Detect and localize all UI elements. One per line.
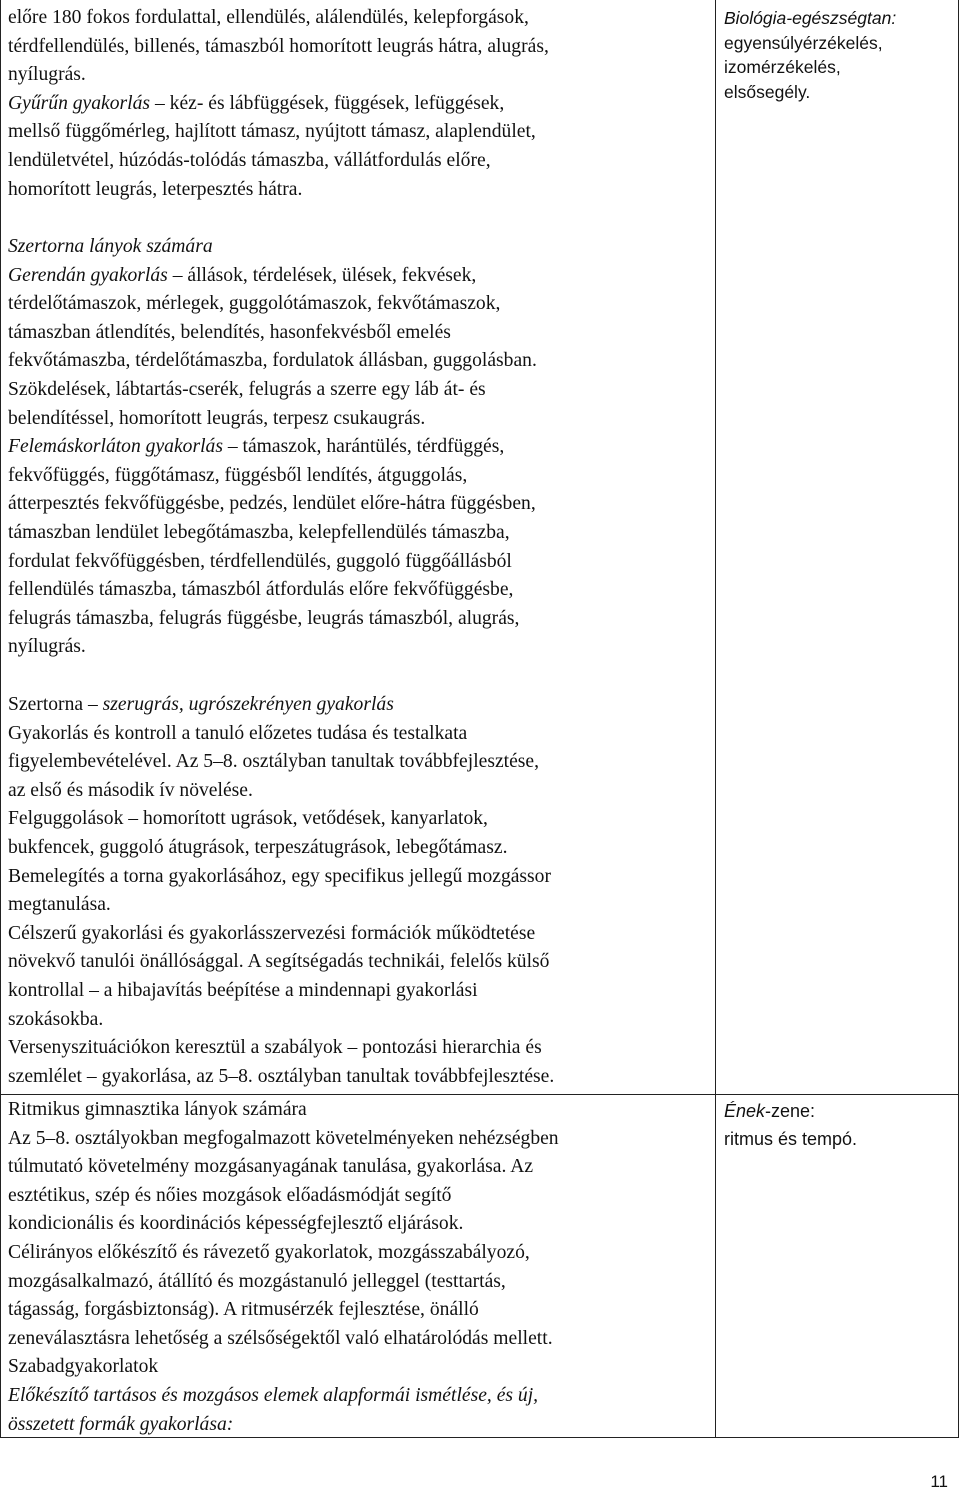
text-line: növekvő tanulói önállósággal. A segítségadás technikái, felelős külső [8,951,550,973]
side-line: izomérzékelés, [724,57,841,77]
szerugras-block [8,691,708,1091]
text-line: az első és második ív növelése. [8,779,253,801]
text-line: Versenyszituációkon keresztül a szabályok – pontozási hierarchia és [8,1037,542,1059]
text-line: esztétikus, szép és nőies mozgások előadásmódját segítő [8,1184,452,1206]
text-line: Szabadgyakorlatok [8,1356,159,1378]
felemas-paragraph [8,433,708,462]
gerendan-paragraph [8,262,708,291]
text-line: Bemelegítés a torna gyakorlásához, egy specifikus jellegű mozgássor [8,865,552,887]
heading-plain: Szertorna – [8,694,103,715]
text-line: térdelőtámaszok, mérlegek, guggolótámaszok, fekvőtámaszok, [8,293,501,315]
text-line: fordulat fekvőfüggésben, térdfellendülés, guggoló függőállásból [8,550,512,572]
szertorna-lanyok-block [8,233,708,662]
text-line: Célszerű gyakorlási és gyakorlásszervezési formációk működtetése [8,922,536,944]
text-line: zeneválasztásra lehetőség a szélsőségektől való elhatárolódás mellett. [8,1327,553,1349]
text-line: szokásokba. [8,1008,104,1030]
row-divider [0,1094,959,1095]
side-bottom-block [724,1097,954,1153]
text-line: Gyakorlás és kontroll a tanuló előzetes tudása és testalkata [8,722,468,744]
text-line: Az 5–8. osztályokban megfogalmazott követelményeken nehézségben [8,1127,559,1149]
section-heading [8,691,708,720]
text-line: fellendülés támaszba, támaszból átfordulás előre fekvőfüggésbe, [8,579,514,601]
side-label-enek-italic: Ének [724,1101,766,1121]
section-heading: Szertorna lányok számára [8,236,213,257]
page-number: 11 [930,1472,948,1491]
main-top-block [8,4,708,204]
text-line: lendületvétel, húzódás-tolódás támaszba, vállátfordulás előre, [8,149,491,171]
text-line: mozgásalkalmazó, átállító és mozgástanuló jelleggel (testtartás, [8,1270,506,1292]
text-line: figyelembevételével. Az 5–8. osztályban tanultak továbbfejlesztése, [8,751,540,773]
column-divider [715,0,716,1438]
side-top-block [724,6,954,104]
text-line: túlmutató követelmény mozgásanyagának tanulása, gyakorlása. Az [8,1156,534,1178]
text-line: Ritmikus gimnasztika lányok számára [8,1099,307,1120]
text-line: támaszban átlendítés, belendítés, hasonfekvésből emelés [8,321,451,343]
text-line: megtanulása. [8,894,111,916]
side-label-enek-rest: -zene: [765,1101,816,1121]
gerendan-first-rest: – állások, térdelések, ülések, fekvések, [167,264,477,286]
text-line: fekvőtámaszba, térdelőtámaszba, fordulatok állásban, guggolásban. [8,350,537,372]
side-line: ritmus és tempó. [724,1129,858,1149]
text-line: fekvőfüggés, függőtámasz, függésből lendítés, átguggolás, [8,464,468,486]
gyuru-paragraph [8,90,708,119]
gyuru-title: Gyűrűn gyakorlás [8,92,151,114]
text-line: mellső függőmérleg, hajlított támasz, nyújtott támasz, alaplendület, [8,121,536,143]
side-line: elsősegély. [724,81,811,102]
text-line: kontrollal – a hibajavítás beépítése a mindennapi gyakorlási [8,979,478,1001]
text-line: szemlélet – gyakorlása, az 5–8. osztályban tanultak továbbfejlesztése. [8,1065,555,1087]
text-line: nyílugrás. [8,64,86,86]
text-line: összetett formák gyakorlása: [8,1413,234,1435]
felemas-first-rest: – támaszok, harántülés, térdfüggés, [222,436,505,458]
text-line: kondicionális és koordinációs képességfejlesztő eljárások. [8,1213,464,1235]
ritmikus-block [8,1096,708,1439]
gyuru-first-rest: – kéz- és lábfüggések, függések, lefüggések, [150,92,505,114]
text-line: felugrás támaszba, felugrás függésbe, leugrás támaszból, alugrás, [8,607,520,629]
text-line: támaszban lendület lebegőtámaszba, kelepfellendülés támaszba, [8,521,510,543]
gerendan-title: Gerendán gyakorlás [8,264,168,286]
text-line: belendítéssel, homorított leugrás, terpesz csukaugrás. [8,407,426,429]
text-line: nyílugrás. [8,636,86,658]
heading-italic: szerugrás, ugrószekrényen gyakorlás [102,694,394,715]
text-line: Szökdelések, lábtartás-cserék, felugrás a szerre egy láb át- és [8,378,486,400]
felemas-title: Felemáskorláton gyakorlás [8,436,223,458]
text-line: bukfencek, guggoló átugrások, terpeszátugrások, lebegőtámasz. [8,836,508,858]
text-line: Célirányos előkészítő és rávezető gyakorlatok, mozgásszabályozó, [8,1241,530,1263]
text-line: Előkészítő tartásos és mozgásos elemek alapformái ismétlése, és új, [8,1384,539,1406]
text-line: homorított leugrás, leterpesztés hátra. [8,178,303,200]
text-line: Felguggolások – homorított ugrások, vetődések, kanyarlatok, [8,808,488,830]
side-label-biologia: Biológia-egészségtan: [724,8,897,28]
text-line: térdfellendülés, billenés, támaszból homorított leugrás hátra, alugrás, [8,35,549,57]
text-line: átterpesztés fekvőfüggésbe, pedzés, lendület előre-hátra függésben, [8,493,536,515]
text-line: előre 180 fokos fordulattal, ellendülés, alálendülés, kelepforgások, [8,7,529,28]
side-line: egyensúlyérzékelés, [724,32,883,53]
text-line: tágasság, forgásbiztonság). A ritmusérzék fejlesztése, önálló [8,1299,479,1321]
side-label-enek [724,1097,954,1125]
